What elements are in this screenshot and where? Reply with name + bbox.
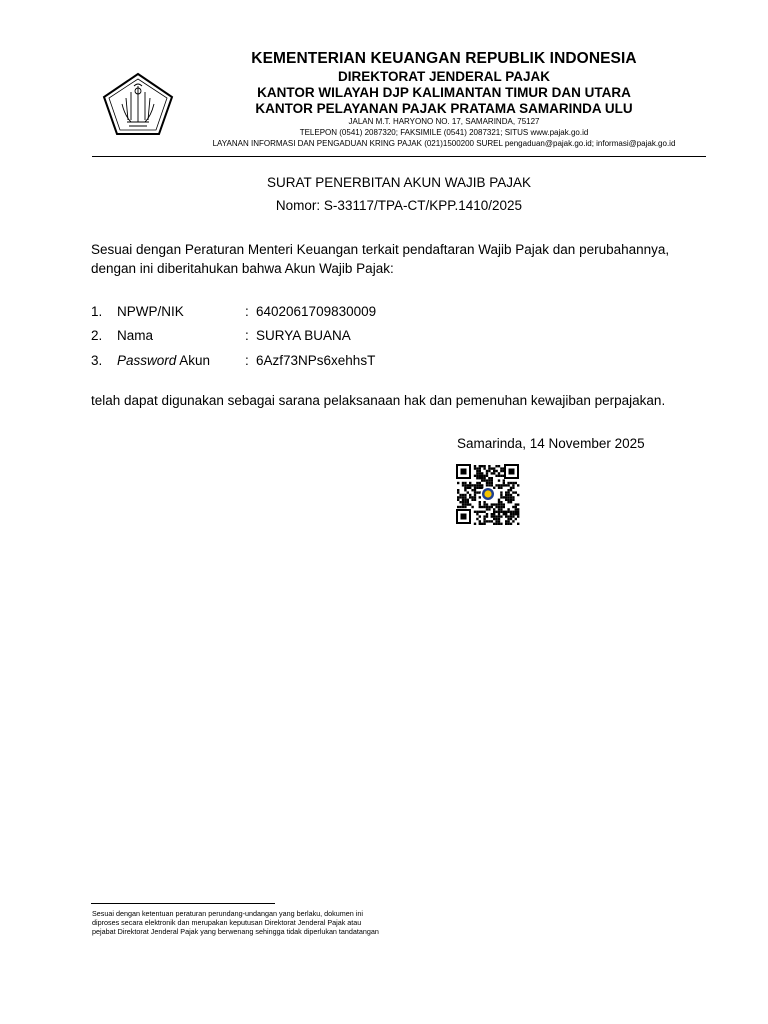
item-separator: :: [245, 304, 249, 319]
office-service-line: LAYANAN INFORMASI DAN PENGADUAN KRING PAJAK (021)1500200 SUREL pengaduan@pajak.go.id; informasi@pajak.go.id: [212, 139, 676, 148]
item-number: 3.: [91, 353, 103, 368]
ministry-name: KEMENTERIAN KEUANGAN REPUBLIK INDONESIA: [251, 50, 637, 67]
password-italic-word: Password: [117, 353, 177, 368]
item-label-name: Nama: [117, 328, 154, 343]
letter-title: SURAT PENERBITAN AKUN WAJIB PAJAK: [266, 175, 532, 190]
footnote-line-1: Sesuai dengan ketentuan peraturan perundang-undangan yang berlaku, dokumen ini: [92, 909, 363, 918]
item-label-password: [117, 353, 210, 368]
item-separator: :: [245, 328, 249, 343]
item-number: 2.: [91, 328, 103, 343]
footnote-divider: [91, 903, 275, 904]
regional-office-name: KANTOR WILAYAH DJP KALIMANTAN TIMUR DAN UTARA: [257, 85, 631, 100]
header-divider: [92, 156, 706, 157]
directorate-name: DIREKTORAT JENDERAL PAJAK: [337, 69, 551, 84]
office-address: JALAN M.T. HARYONO NO. 17, SAMARINDA, 75127: [348, 117, 540, 126]
list-item: [91, 328, 491, 346]
item-number: 1.: [91, 304, 103, 319]
footnote-line-2: diproses secara elektronik dan merupakan keputusan Direktorat Jenderal Pajak atau: [92, 918, 362, 927]
list-item: [91, 353, 491, 371]
item-separator: :: [245, 353, 249, 368]
letter-number: Nomor: S-33117/TPA-CT/KPP.1410/2025: [275, 198, 523, 213]
tax-office-name: KANTOR PELAYANAN PAJAK PRATAMA SAMARINDA ULU: [255, 101, 633, 116]
footnote-line-3: pejabat Direktorat Jenderal Pajak yang berwenang sehingga tidak diperlukan tandatangan: [92, 927, 379, 936]
list-item: [91, 304, 491, 322]
qr-code-icon: [455, 463, 520, 525]
office-phone-line: TELEPON (0541) 2087320; FAKSIMILE (0541) 2087321; SITUS www.pajak.go.id: [299, 128, 589, 137]
intro-line-2: dengan ini diberitahukan bahwa Akun Wajib Pajak:: [91, 261, 394, 276]
password-label-rest: Akun: [176, 353, 211, 368]
intro-line-1: Sesuai dengan Peraturan Menteri Keuangan terkait pendaftaran Wajib Pajak dan perubahannya,: [91, 242, 670, 257]
place-date: Samarinda, 14 November 2025: [457, 436, 645, 451]
name-value: SURYA BUANA: [256, 328, 351, 343]
ministry-emblem-icon: [101, 72, 175, 136]
closing-paragraph: telah dapat digunakan sebagai sarana pelaksanaan hak dan pemenuhan kewajiban perpajakan.: [91, 393, 666, 408]
item-label-npwp: NPWP/NIK: [117, 304, 184, 319]
password-value: 6Azf73NPs6xehhsT: [256, 353, 376, 368]
npwp-value: 6402061709830009: [256, 304, 377, 319]
